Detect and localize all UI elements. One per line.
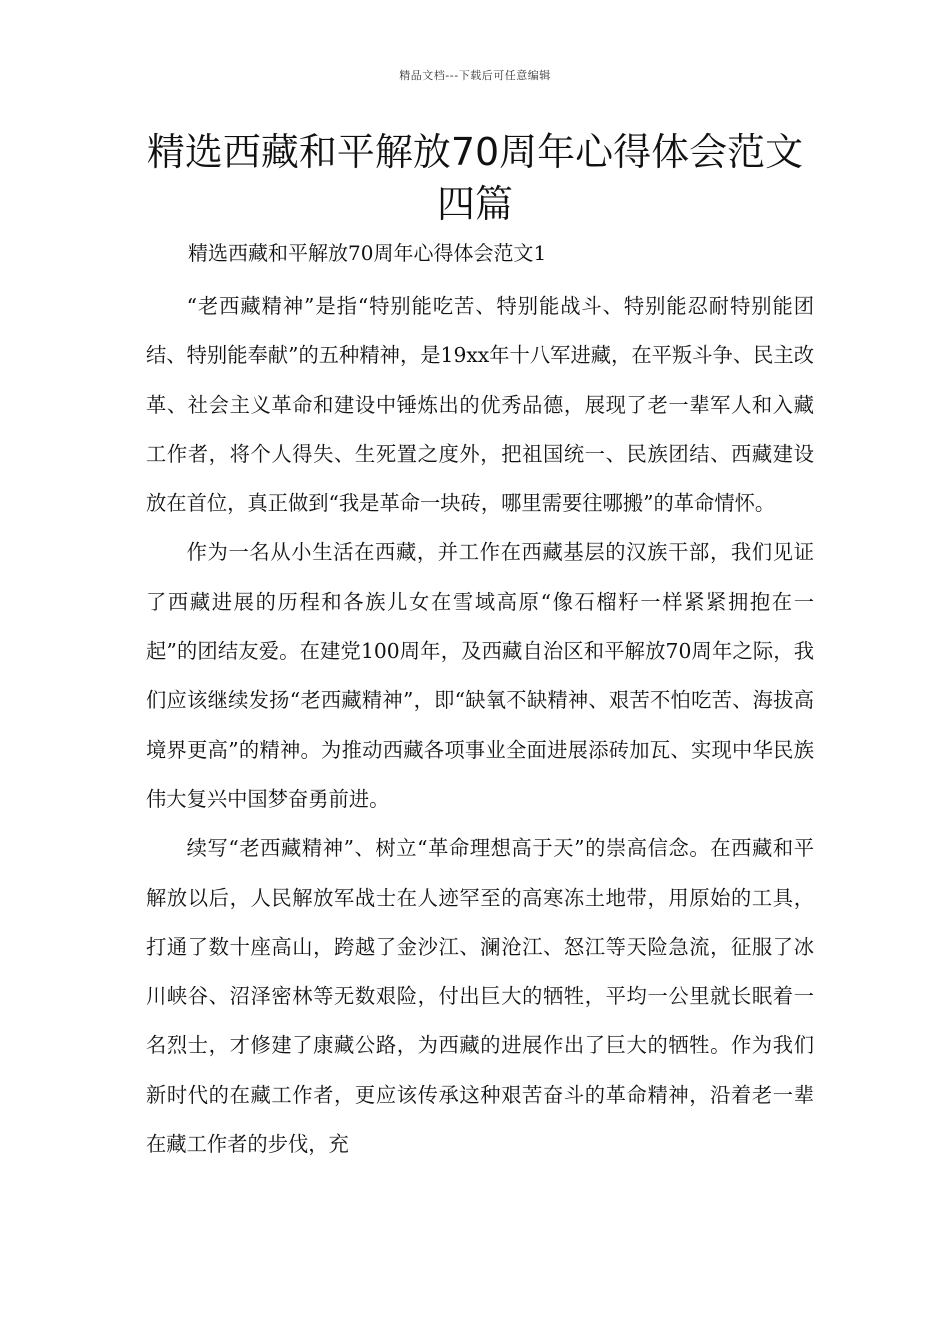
page-header: 精品文档---下载后可任意编辑: [399, 69, 551, 82]
paragraph: 续写“老西藏精神”、树立“革命理想高于天”的崇高信念。在西藏和平解放以后，人民解放军战士在人迹罕至的高寒冻土地带，用原始的工具，打通了数十座高山，跨越了金沙江、澜沧江、怒江等天险急流，征服了冰川峡谷、沼泽密林等无数艰险，付出巨大的牺牲，平均一公里就长眠着一名烈士，才修建了康藏公路，为西藏的进展作出了巨大的牺牲。作为我们新时代的在藏工作者，更应该传承这种艰苦奋斗的革命精神，沿着老一辈在藏工作者的步伐，充: [146, 836, 814, 1157]
document-title: 精选西藏和平解放70周年心得体会范文四篇: [146, 130, 804, 226]
paragraph: 作为一名从小生活在西藏，并工作在西藏基层的汉族干部，我们见证了西藏进展的历程和各族儿女在雪域高原“像石榴籽一样紧紧拥抱在一起”的团结友爱。在建党100周年，及西藏自治区和平解放70周年之际，我们应该继续发扬“老西藏精神”，即“缺氧不缺精神、艰苦不怕吃苦、海拔高境界更高”的精神。为推动西藏各项事业全面进展添砖加瓦、实现中华民族伟大复兴中国梦奋勇前进。: [146, 540, 814, 811]
document-body: [146, 282, 814, 1169]
paragraph: “老西藏精神”是指“特别能吃苦、特别能战斗、特别能忍耐特别能团结、特别能奉献”的五种精神，是19xx年十八军进藏，在平叛斗争、民主改革、社会主义革命和建设中锤炼出的优秀品德，展现了老一辈军人和入藏工作者，将个人得失、生死置之度外，把祖国统一、民族团结、西藏建设放在首位，真正做到“我是革命一块砖，哪里需要往哪搬”的革命情怀。: [146, 294, 814, 516]
document-subtitle: 精选西藏和平解放70周年心得体会范文1: [188, 241, 547, 265]
